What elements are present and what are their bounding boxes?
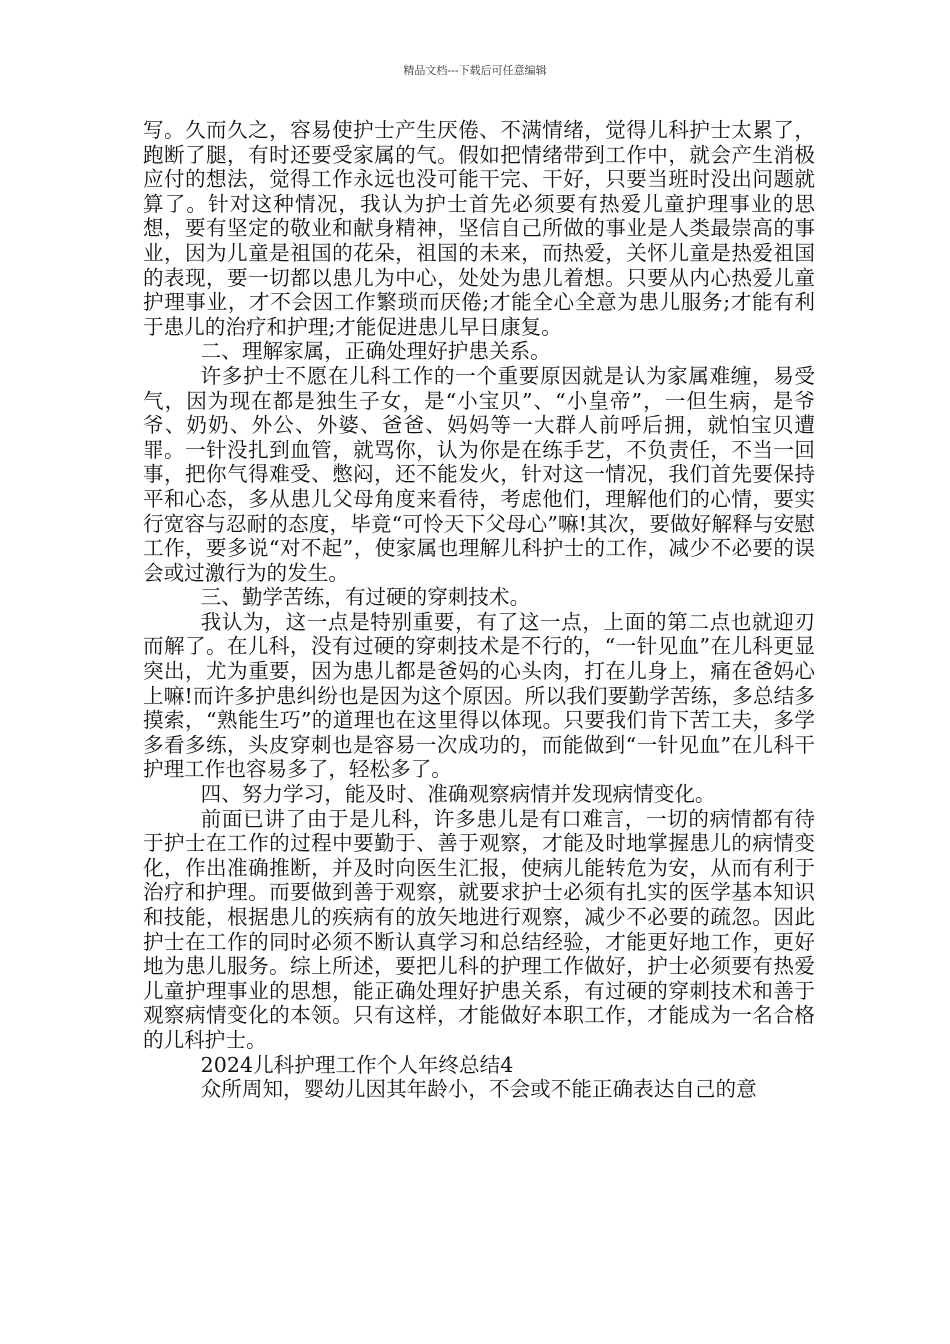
section-heading: 四、努力学习，能及时、准确观察病情并发现病情变化。 (200, 782, 716, 807)
paragraph: 写。久而久之，容易使护士产生厌倦、不满情绪，觉得儿科护士太累了，跑断了腿，有时还要受家属的气。假如把情绪带到工作中，就会产生消极应付的想法，觉得工作永远也没可能干完、干好，只要当班时没出问题就算了。针对这种情况，我认为护士首先必须要有热爱儿童护理事业的思想，要有坚定的敬业和献身精神，坚信自己所做的事业是人类最崇高的事业，因为儿童是祖国的花朵，祖国的未来，而热爱，关怀儿童是热爱祖国的表现，要一切都以患儿为中心，处处为患儿着想。只要从内心热爱儿童护理事业，才不会因工作繁琐而厌倦;才能全心全意为患儿服务;才能有利于患儿的治疗和护理;才能促进患儿早日康复。 (143, 118, 815, 339)
page-header: 精品文档---下载后可任意编辑 (403, 64, 547, 77)
paragraph: 前面已讲了由于是儿科，许多患儿是有口难言，一切的病情都有待于护士在工作的过程中要勤于、善于观察，才能及时地掌握患儿的病情变化，作出准确推断，并及时向医生汇报，使病儿能转危为安，从而有利于治疗和护理。而要做到善于观察，就要求护士必须有扎实的医学基本知识和技能，根据患儿的疾病有的放矢地进行观察，减少不必要的疏忽。因此护士在工作的同时必须不断认真学习和总结经验，才能更好地工作，更好地为患儿服务。综上所述，要把儿科的护理工作做好，护士必须要有热爱儿童护理事业的思想，能正确处理好护患关系，有过硬的穿刺技术和善于观察病情变化的本领。只有这样，才能做好本职工作，才能成为一名合格的儿科护士。 (143, 806, 815, 1052)
section-heading: 二、理解家属，正确处理好护患关系。 (200, 339, 551, 364)
paragraph: 众所周知，婴幼儿因其年龄小，不会或不能正确表达自己的意 (200, 1077, 757, 1102)
article-title: 2024儿科护理工作个人年终总结4 (200, 1052, 514, 1077)
paragraph: 我认为，这一点是特别重要，有了这一点，上面的第二点也就迎刃而解了。在儿科，没有过硬的穿刺技术是不行的，“一针见血”在儿科更显突出，尤为重要，因为患儿都是爸妈的心头肉，打在儿身上，痛在爸妈心上嘛!而许多护患纠纷也是因为这个原因。所以我们要勤学苦练，多总结多摸索，“熟能生巧”的道理也在这里得以体现。只要我们肯下苦工夫，多学多看多练，头皮穿刺也是容易一次成功的，而能做到“一针见血”在儿科干护理工作也容易多了，轻松多了。 (143, 609, 815, 782)
paragraph: 许多护士不愿在儿科工作的一个重要原因就是认为家属难缠，易受气，因为现在都是独生子女，是“小宝贝”、“小皇帝”，一但生病，是爷爷、奶奶、外公、外婆、爸爸、妈妈等一大群人前呼后拥，就怕宝贝遭罪。一针没扎到血管，就骂你，认为你是在练手艺，不负责任，不当一回事，把你气得难受、憋闷，还不能发火，针对这一情况，我们首先要保持平和心态，多从患儿父母角度来看待，考虑他们，理解他们的心情，要实行宽容与忍耐的态度，毕竟“可怜天下父母心”嘛!其次，要做好解释与安慰工作，要多说“对不起”，使家属也理解儿科护士的工作，减少不必要的误会或过激行为的发生。 (143, 363, 815, 585)
section-heading: 三、勤学苦练，有过硬的穿刺技术。 (200, 585, 531, 610)
document-body (143, 118, 815, 1102)
